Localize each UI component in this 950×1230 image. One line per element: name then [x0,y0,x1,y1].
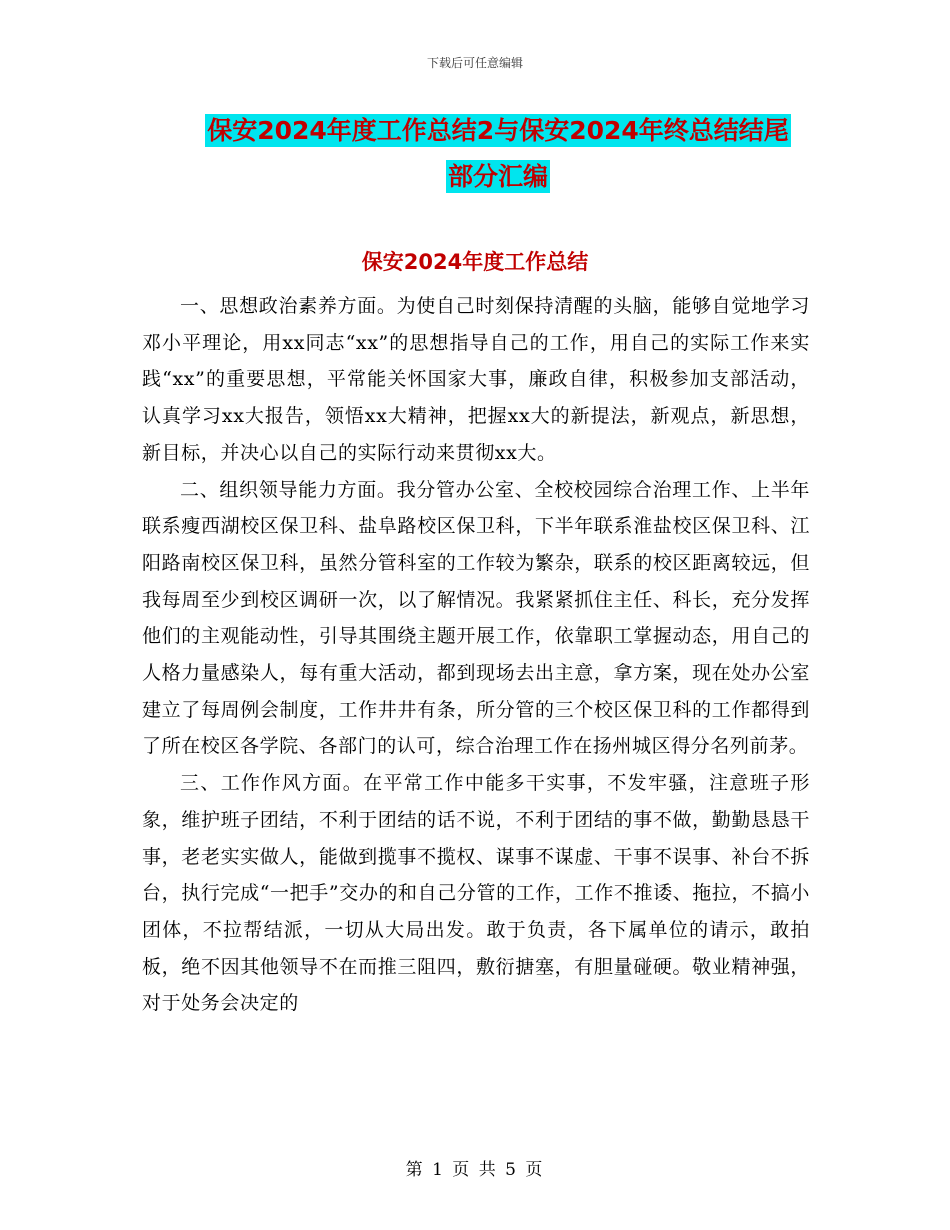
paragraph: 二、组织领导能力方面。我分管办公室、全校校园综合治理工作、上半年联系瘦西湖校区保卫科、盐阜路校区保卫科，下半年联系淮盐校区保卫科、江阳路南校区保卫科，虽然分管科室的工作较为繁杂，联系的校区距离较远，但我每周至少到校区调研一次，以了解情况。我紧紧抓住主任、科长，充分发挥他们的主观能动性，引导其围绕主题开展工作，依靠职工掌握动态，用自己的人格力量感染人，每有重大活动，都到现场去出主意，拿方案，现在处办公室建立了每周例会制度，工作井井有条，所分管的三个校区保卫科的工作都得到了所在校区各学院、各部门的认可，综合治理工作在扬州城区得分名列前茅。 [142,478,810,758]
paragraph: 三、工作作风方面。在平常工作中能多干实事，不发牢骚，注意班子形象，维护班子团结，不利于团结的话不说，不利于团结的事不做，勤勤恳恳干事，老老实实做人，能做到揽事不揽权、谋事不谋虚、干事不误事、补台不拆台，执行完成“一把手”交办的和自己分管的工作，工作不推诿、拖拉，不搞小团体，不拉帮结派，一切从大局出发。敢于负责，各下属单位的请示，敢拍板，绝不因其他领导不在而推三阻四，敷衍搪塞，有胆量碰硬。敬业精神强，对于处务会决定的 [142,772,810,1015]
body-text [142,288,810,1022]
document-title-line1: 保安2024年度工作总结2与保安2024年终总结结尾 [207,116,789,145]
header-note: 下载后可任意编辑 [426,56,523,70]
section-title: 保安2024年度工作总结 [361,250,589,274]
document-title-line2: 部分汇编 [447,162,548,191]
document-title [140,108,856,200]
page-footer: 第 1 页 共 5 页 [405,1160,545,1180]
paragraph: 一、思想政治素养方面。为使自己时刻保持清醒的头脑，能够自觉地学习邓小平理论，用xx同志“xx”的思想指导自己的工作，用自己的实际工作来实践“xx”的重要思想，平常能关怀国家大事，廉政自律，积极参加支部活动，认真学习xx大报告，领悟xx大精神，把握xx大的新提法，新观点，新思想，新目标，并决心以自己的实际行动来贯彻xx大。 [142,295,810,464]
